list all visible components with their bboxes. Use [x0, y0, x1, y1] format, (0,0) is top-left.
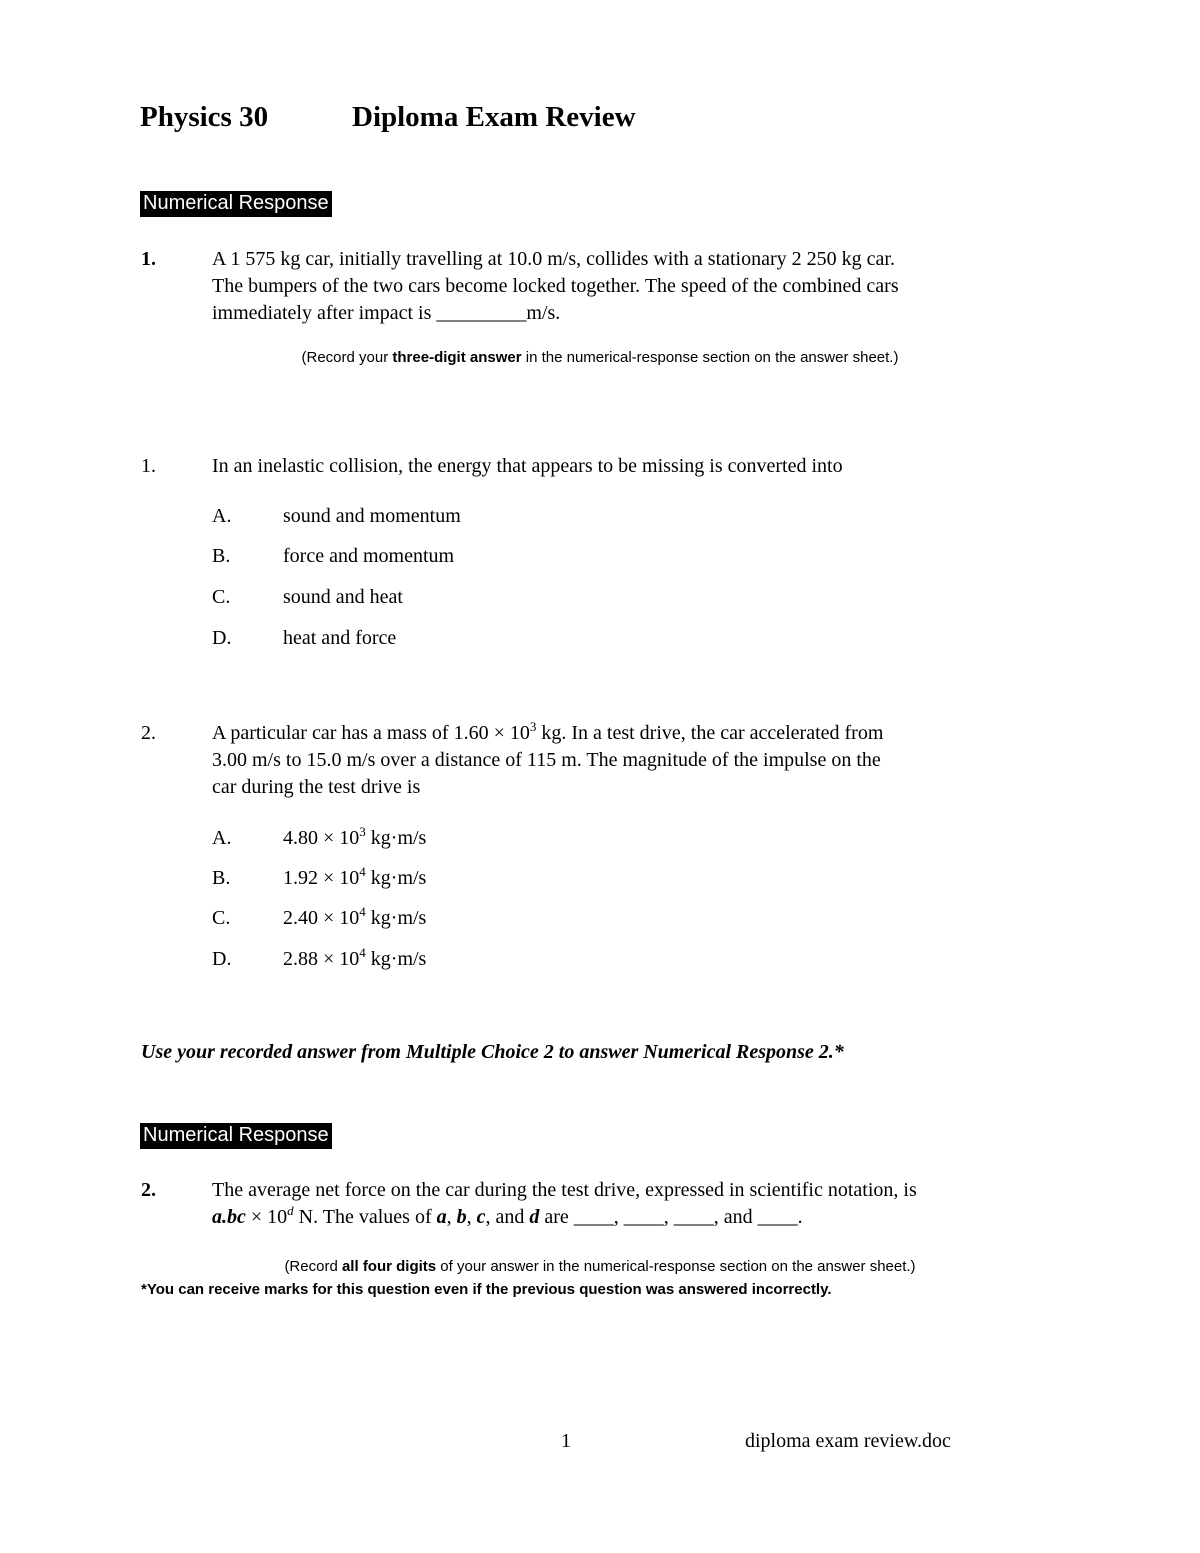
mc2-option-letter: A.: [212, 827, 232, 849]
nr1-line: immediately after impact is _________m/s.: [212, 302, 561, 324]
footer-filename: diploma exam review.doc: [745, 1430, 951, 1452]
mc2-option-letter: D.: [212, 948, 232, 970]
mc2-option-text: $1.92 \times 10^4$ kg·m/s: [283, 864, 427, 889]
instruction-text: Use your recorded answer from Multiple Choice 2 to answer Numerical Response 2.*: [141, 1041, 844, 1063]
mc2-option-text: $2.40 \times 10^4$ kg·m/s: [283, 904, 427, 929]
mc2-question: A particular car has a mass of $1.60 \times 10^3$ kg. In a test drive, the car accelerated from 3.00 m/s to 15.0 m/s over a distance of 115 m. The magnitude of the impulse on the car during the test drive is: [212, 719, 884, 798]
nr1-line: The bumpers of the two cars become locked together. The speed of the combined cars: [212, 275, 899, 297]
mc1-option-text: heat and force: [283, 627, 397, 649]
page-number: 1: [561, 1430, 571, 1452]
nr2-number: 2.: [141, 1179, 156, 1201]
page-title: Diploma Exam Review: [352, 101, 636, 133]
course-title: Physics 30: [140, 101, 269, 133]
mc1-option-letter: A.: [212, 505, 232, 527]
nr2-question: The average net force on the car during the test drive, expressed in scientific notation, is $a.bc \times 10^d$ N. The values of a, b, c, and d are ____, ____, ____, and ____.: [212, 1179, 917, 1228]
nr1-number: 1.: [141, 248, 156, 270]
mc2-number: 2.: [141, 722, 156, 744]
mc2-option-letter: C.: [212, 907, 231, 929]
mc1-option-letter: D.: [212, 627, 232, 649]
nr1-record-note: (Record your three-digit answer in the numerical-response section on the answer sheet.): [301, 349, 899, 366]
nr2-record-note: (Record all four digits of your answer in the numerical-response section on the answer sheet.): [284, 1258, 916, 1275]
mc2-option-text: $2.88 \times 10^4$ kg·m/s: [283, 945, 427, 970]
mc1-option-letter: C.: [212, 586, 231, 608]
section-label-numerical-response-1: Numerical Response: [140, 191, 332, 217]
mc1-option-text: sound and momentum: [283, 505, 461, 527]
mc1-number: 1.: [141, 455, 156, 477]
mc1-option-text: sound and heat: [283, 586, 403, 608]
nr1-line: A 1 575 kg car, initially travelling at 10.0 m/s, collides with a stationary 2 250 kg car.: [212, 248, 895, 270]
mc1-question: In an inelastic collision, the energy that appears to be missing is converted into: [212, 455, 843, 477]
footnote: *You can receive marks for this question even if the previous question was answered incorrectly.: [141, 1281, 832, 1298]
mc1-option-text: force and momentum: [283, 545, 455, 567]
mc2-option-text: $4.80 \times 10^3$ kg·m/s: [283, 824, 427, 849]
section-label-numerical-response-2: Numerical Response: [140, 1123, 332, 1149]
mc1-option-letter: B.: [212, 545, 231, 567]
nr1-question: [212, 246, 1062, 327]
mc2-option-letter: B.: [212, 867, 231, 889]
